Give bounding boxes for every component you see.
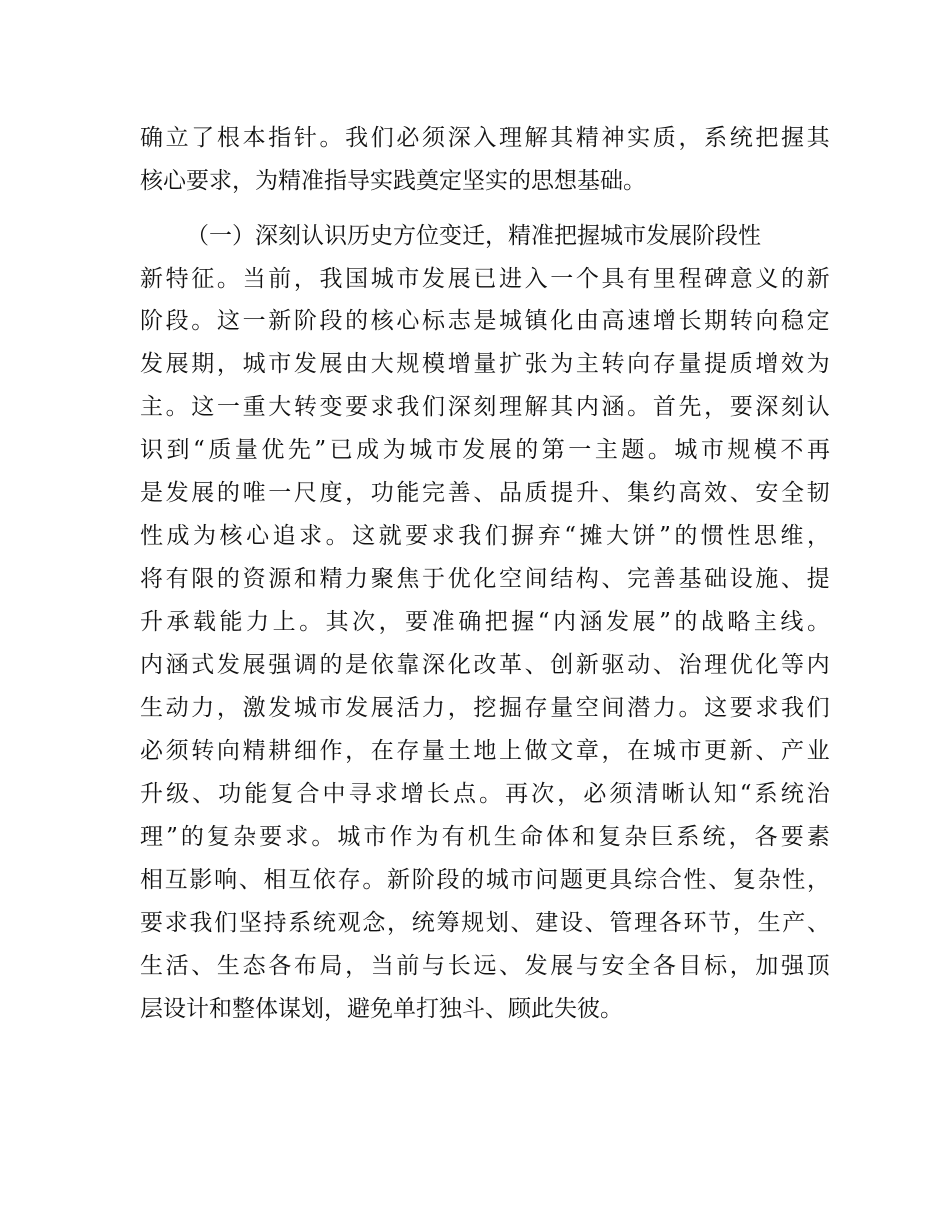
text-line-15: 必 须 转 向 精 耕 细 作 ， 在 存 量 土 地 上 做 文 章 ， 在 城 市 更 新 、 产 业	[140, 738, 830, 764]
text-line-7: 主 。 这 一 重 大 转 变 要 求 我 们 深 刻 理 解 其 内 涵 。 首 先 ， 要 深 刻 认	[140, 394, 830, 420]
text-line-17: 理 ” 的 复 杂 要 求 。 城 市 作 为 有 机 生 命 体 和 复 杂 巨 系 统 ， 各 要 素	[140, 824, 830, 850]
text-line-12: 升 承 载 能 力 上 。 其 次 ， 要 准 确 把 握 “ 内 涵 发 展 ” 的 战 略 主 线 。	[140, 609, 830, 635]
text-line-10: 性 成 为 核 心 追 求 。 这 就 要 求 我 们 摒 弃 “ 摊 大 饼 ” 的 惯 性 思 维 ，	[140, 523, 830, 549]
text-line-20: 生 活 、 生 态 各 布 局 ， 当 前 与 长 远 、 发 展 与 安 全 各 目 标 ， 加 强 顶	[140, 953, 830, 979]
text-line-4: 新 特 征 。 当 前 ， 我 国 城 市 发 展 已 进 入 一 个 具 有 里 程 碑 意 义 的 新	[140, 266, 830, 292]
text-line-3: （一）深刻认识历史方位变迁，精准把握城市发展阶段性	[186, 223, 761, 249]
text-line-8: 识 到 “ 质 量 优 先 ” 已 成 为 城 市 发 展 的 第 一 主 题 。 城 市 规 模 不 再	[140, 437, 830, 463]
text-line-5: 阶 段 。 这 一 新 阶 段 的 核 心 标 志 是 城 镇 化 由 高 速 增 长 期 转 向 稳 定	[140, 308, 830, 334]
text-line-19: 要 求 我 们 坚 持 系 统 观 念 ， 统 筹 规 划 、 建 设 、 管 理 各 环 节 ， 生 产 、	[140, 910, 830, 936]
text-line-16: 升 级 、 功 能 复 合 中 寻 求 增 长 点 。 再 次 ， 必 须 清 晰 认 知 “ 系 统 治	[140, 781, 830, 807]
text-line-6: 发 展 期 ， 城 市 发 展 由 大 规 模 增 量 扩 张 为 主 转 向 存 量 提 质 增 效 为	[140, 351, 830, 377]
text-line-9: 是 发 展 的 唯 一 尺 度 ， 功 能 完 善 、 品 质 提 升 、 集 约 高 效 、 安 全 韧	[140, 480, 830, 506]
text-line-1: 确 立 了 根 本 指 针 。 我 们 必 须 深 入 理 解 其 精 神 实 质 ， 系 统 把 握 其	[140, 125, 830, 151]
text-line-11: 将 有 限 的 资 源 和 精 力 聚 焦 于 优 化 空 间 结 构 、 完 善 基 础 设 施 、 提	[140, 566, 830, 592]
text-line-14: 生 动 力 ， 激 发 城 市 发 展 活 力 ， 挖 掘 存 量 空 间 潜 力 。 这 要 求 我 们	[140, 695, 830, 721]
text-line-18: 相 互 影 响 、 相 互 依 存 。 新 阶 段 的 城 市 问 题 更 具 综 合 性 、 复 杂 性 ，	[140, 867, 830, 893]
text-line-21: 层设计和整体谋划，避免单打独斗、顾此失彼。	[140, 996, 623, 1022]
text-line-13: 内 涵 式 发 展 强 调 的 是 依 靠 深 化 改 革 、 创 新 驱 动 、 治 理 优 化 等 内	[140, 652, 830, 678]
text-line-2: 核心要求，为精准指导实践奠定坚实的思想基础。	[140, 168, 646, 194]
